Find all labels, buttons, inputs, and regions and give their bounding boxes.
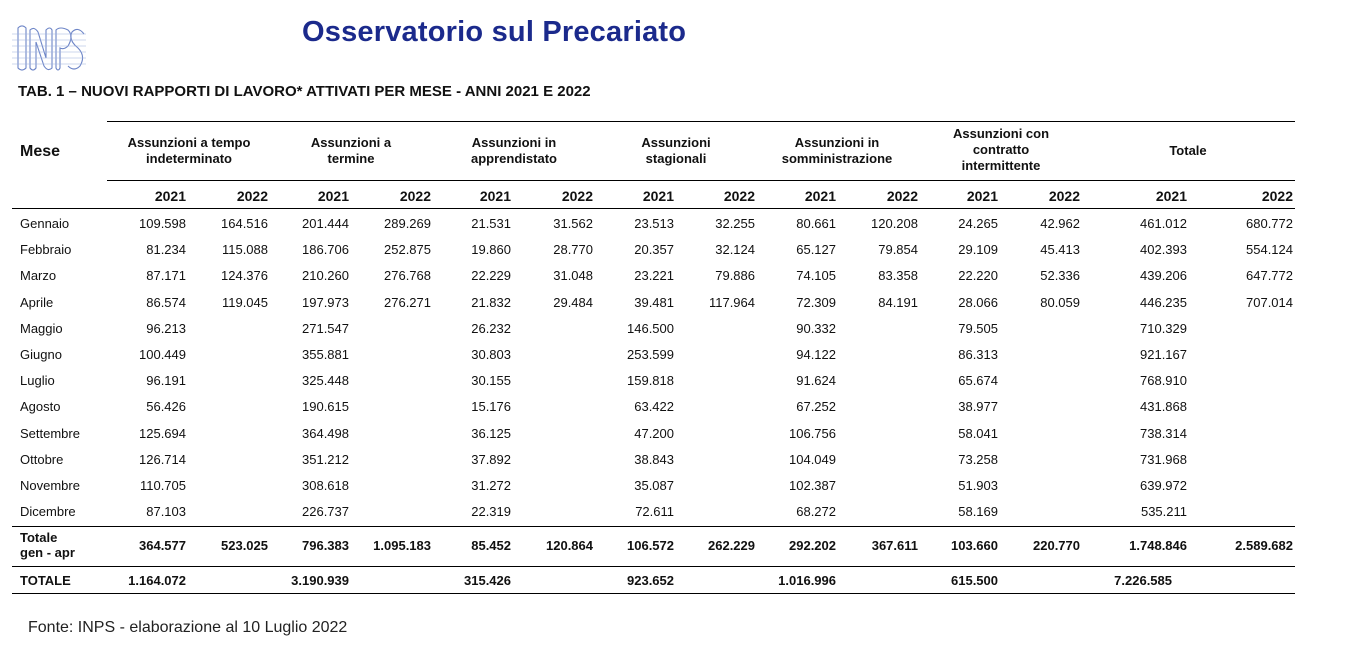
group-header	[596, 135, 756, 167]
table-cell: 276.271	[384, 294, 431, 310]
table-cell: 29.109	[958, 242, 998, 258]
table-cell: 22.220	[958, 268, 998, 284]
table-cell: 164.516	[221, 216, 268, 231]
month-label: Settembre	[20, 425, 80, 441]
table-cell: 186.706	[302, 242, 349, 258]
table-cell: 80.661	[796, 216, 836, 231]
table-cell: 51.903	[958, 478, 998, 493]
table-cell: 23.221	[634, 268, 674, 284]
table-cell: 30.803	[471, 347, 511, 362]
group-header-line: contratto	[972, 142, 1030, 157]
table-cell: 38.843	[634, 451, 674, 467]
table-cell: 84.191	[878, 294, 918, 310]
table-cell: 647.772	[1246, 268, 1293, 284]
table-cell: 42.962	[1040, 216, 1080, 231]
total-cell: 615.500	[951, 573, 998, 588]
table-cell: 47.200	[634, 425, 674, 441]
table-cell: 87.171	[146, 268, 186, 284]
total-cell: 315.426	[464, 573, 511, 588]
table-cell: 26.232	[471, 320, 511, 336]
table-cell: 106.756	[789, 425, 836, 441]
table-cell: 86.313	[958, 347, 998, 362]
month-label: Febbraio	[20, 242, 72, 258]
table-cell: 56.426	[146, 399, 186, 415]
group-header-line: Assunzioni in	[471, 135, 557, 150]
table-cell: 710.329	[1140, 320, 1187, 336]
table-cell: 58.169	[958, 504, 998, 520]
total-period-cell: 262.229	[708, 538, 755, 553]
table-cell: 431.868	[1140, 399, 1187, 415]
month-label: Ottobre	[20, 451, 64, 467]
group-header-line: intermittente	[961, 158, 1041, 173]
year-header: 2022	[1261, 188, 1293, 204]
table-cell: 100.449	[139, 347, 186, 362]
total-period-cell: 364.577	[139, 538, 186, 553]
table-cell: 110.705	[139, 478, 186, 493]
table-cell: 87.103	[146, 504, 186, 520]
month-column-header: Mese	[20, 143, 61, 160]
table-cell: 21.531	[471, 216, 511, 231]
table-cell: 289.269	[384, 216, 431, 231]
table-cell: 117.964	[708, 294, 755, 310]
table-cell: 65.127	[796, 242, 836, 258]
total-period-top-rule	[12, 526, 1295, 527]
total-period-cell: 85.452	[471, 538, 511, 553]
total-cell: 3.190.939	[291, 573, 349, 588]
group-header-line: Assunzioni a tempo	[127, 135, 251, 150]
total-label: TOTALE	[20, 573, 71, 588]
total-period-cell: 103.660	[951, 538, 998, 553]
table-cell: 38.977	[958, 399, 998, 415]
month-label: Luglio	[20, 373, 55, 389]
table-cell: 37.892	[471, 451, 511, 467]
table-cell: 58.041	[958, 425, 998, 441]
total-period-cell: 1.748.846	[1129, 538, 1187, 553]
year-header: 2021	[317, 188, 349, 204]
table-cell: 439.206	[1140, 268, 1187, 284]
month-label: Gennaio	[20, 216, 70, 231]
year-header: 2021	[966, 188, 998, 204]
table-cell: 79.505	[958, 320, 998, 336]
table-title: TAB. 1 – NUOVI RAPPORTI DI LAVORO* ATTIVATI PER MESE - ANNI 2021 E 2022	[18, 83, 591, 100]
table-cell: 210.260	[302, 268, 349, 284]
table-cell: 35.087	[634, 478, 674, 493]
total-cell: 1.016.996	[778, 573, 836, 588]
year-header: 2022	[399, 188, 431, 204]
year-header: 2021	[154, 188, 186, 204]
year-header: 2022	[723, 188, 755, 204]
table-cell: 22.319	[471, 504, 511, 520]
table-cell: 125.694	[139, 425, 186, 441]
month-label: Aprile	[20, 294, 54, 310]
total-period-cell: 796.383	[302, 538, 349, 553]
year-header: 2021	[479, 188, 511, 204]
table-cell: 639.972	[1140, 478, 1187, 493]
total-period-label: Totale	[20, 530, 58, 545]
month-label: Dicembre	[20, 504, 76, 520]
month-label: Maggio	[20, 320, 63, 336]
group-header-line: stagionali	[645, 151, 707, 166]
group-header-line: Assunzioni	[641, 135, 711, 150]
table-cell: 31.272	[471, 478, 511, 493]
total-cell: 7.226.585	[1114, 573, 1172, 588]
table-cell: 68.272	[796, 504, 836, 520]
month-label: Novembre	[20, 478, 80, 493]
table-cell: 535.211	[1140, 504, 1187, 520]
table-cell: 74.105	[796, 268, 836, 284]
page-title: Osservatorio sul Precariato	[302, 16, 687, 48]
table-cell: 402.393	[1140, 242, 1187, 258]
table-cell: 22.229	[471, 268, 511, 284]
table-cell: 67.252	[796, 399, 836, 415]
table-cell: 126.714	[139, 451, 186, 467]
total-period-cell: 220.770	[1033, 538, 1080, 553]
group-header	[109, 135, 269, 167]
table-cell: 680.772	[1246, 216, 1293, 231]
table-cell: 52.336	[1040, 268, 1080, 284]
table-cell: 83.358	[878, 268, 918, 284]
table-cell: 28.066	[958, 294, 998, 310]
table-cell: 253.599	[627, 347, 674, 362]
table-cell: 707.014	[1246, 294, 1293, 310]
group-header-line: Assunzioni in	[794, 135, 880, 150]
table-cell: 190.615	[302, 399, 349, 415]
table-cell: 73.258	[958, 451, 998, 467]
table-cell: 201.444	[302, 216, 349, 231]
table-cell: 364.498	[302, 425, 349, 441]
table-cell: 31.562	[553, 216, 593, 231]
table-cell: 96.191	[146, 373, 186, 389]
table-cell: 355.881	[302, 347, 349, 362]
table-cell: 768.910	[1140, 373, 1187, 389]
table-cell: 146.500	[627, 320, 674, 336]
inps-logo	[12, 20, 86, 78]
table-cell: 28.770	[553, 242, 593, 258]
table-cell: 63.422	[634, 399, 674, 415]
table-cell: 94.122	[796, 347, 836, 362]
group-header-line: Assunzioni a	[310, 135, 392, 150]
group-header	[1108, 143, 1268, 159]
table-cell: 86.574	[146, 294, 186, 310]
total-cell: 923.652	[627, 573, 674, 588]
table-cell: 90.332	[796, 320, 836, 336]
table-cell: 32.255	[715, 216, 755, 231]
table-cell: 102.387	[789, 478, 836, 493]
table-cell: 119.045	[221, 294, 268, 310]
group-header-line: indeterminato	[146, 151, 232, 166]
group-header	[757, 135, 917, 167]
year-header: 2022	[886, 188, 918, 204]
table-cell: 325.448	[302, 373, 349, 389]
total-period-cell: 1.095.183	[373, 538, 431, 553]
total-period-cell: 523.025	[221, 538, 268, 553]
total-period-cell: 367.611	[871, 538, 918, 553]
table-cell: 20.357	[634, 242, 674, 258]
table-cell: 921.167	[1140, 347, 1187, 362]
total-top-rule	[12, 566, 1295, 567]
group-header	[921, 126, 1081, 174]
table-cell: 21.832	[471, 294, 511, 310]
table-cell: 72.611	[635, 504, 674, 520]
table-cell: 308.618	[302, 478, 349, 493]
table-cell: 24.265	[958, 216, 998, 231]
table-cell: 15.176	[471, 399, 511, 415]
table-cell: 79.886	[715, 268, 755, 284]
year-header: 2022	[561, 188, 593, 204]
table-cell: 226.737	[302, 504, 349, 520]
table-cell: 31.048	[553, 268, 593, 284]
year-header: 2021	[642, 188, 674, 204]
year-header: 2021	[1155, 188, 1187, 204]
group-header-line: somministrazione	[781, 151, 893, 166]
group-header-line: apprendistato	[471, 151, 557, 166]
total-cell: 1.164.072	[128, 573, 186, 588]
table-cell: 109.598	[139, 216, 186, 231]
total-period-label: gen - apr	[20, 545, 75, 560]
table-cell: 23.513	[634, 216, 674, 231]
group-header	[434, 135, 594, 167]
table-cell: 80.059	[1040, 294, 1080, 310]
table-cell: 29.484	[553, 294, 593, 310]
table-cell: 32.124	[715, 242, 755, 258]
table-cell: 276.768	[384, 268, 431, 284]
table-cell: 738.314	[1140, 425, 1187, 441]
table-cell: 96.213	[146, 320, 186, 336]
total-period-cell: 292.202	[789, 538, 836, 553]
month-label: Giugno	[20, 347, 62, 362]
table-cell: 120.208	[871, 216, 918, 231]
table-cell: 461.012	[1140, 216, 1187, 231]
table-cell: 446.235	[1140, 294, 1187, 310]
year-header: 2022	[1048, 188, 1080, 204]
table-cell: 45.413	[1040, 242, 1080, 258]
table-cell: 731.968	[1140, 451, 1187, 467]
total-period-cell: 2.589.682	[1235, 538, 1293, 553]
table-cell: 271.547	[302, 320, 349, 336]
group-header-line: Assunzioni con	[952, 126, 1050, 141]
table-cell: 115.088	[221, 242, 268, 258]
month-label: Agosto	[20, 399, 61, 415]
total-period-cell: 120.864	[546, 538, 593, 553]
table-cell: 72.309	[796, 294, 836, 310]
group-header-rule	[107, 180, 1295, 181]
table-cell: 19.860	[471, 242, 511, 258]
table-cell: 65.674	[958, 373, 998, 389]
table-cell: 30.155	[471, 373, 511, 389]
table-top-rule	[107, 121, 1295, 122]
year-header-rule	[12, 208, 1295, 209]
table-cell: 91.624	[796, 373, 836, 389]
group-header	[271, 135, 431, 167]
table-cell: 36.125	[471, 425, 511, 441]
table-cell: 159.818	[627, 373, 674, 389]
table-cell: 104.049	[789, 451, 836, 467]
table-cell: 39.481	[634, 294, 674, 310]
group-header-line: termine	[327, 151, 375, 166]
year-header: 2022	[236, 188, 268, 204]
total-period-cell: 106.572	[627, 538, 674, 553]
table-cell: 252.875	[384, 242, 431, 258]
table-cell: 81.234	[146, 242, 186, 258]
table-cell: 554.124	[1246, 242, 1293, 258]
table-bottom-rule	[12, 593, 1295, 594]
table-cell: 351.212	[302, 451, 349, 467]
group-header-line: Totale	[1169, 143, 1207, 158]
table-cell: 124.376	[221, 268, 268, 284]
source-note: Fonte: INPS - elaborazione al 10 Luglio 2022	[28, 619, 348, 636]
table-cell: 197.973	[302, 294, 349, 310]
table-cell: 79.854	[878, 242, 918, 258]
month-label: Marzo	[20, 268, 57, 284]
year-header: 2021	[804, 188, 836, 204]
